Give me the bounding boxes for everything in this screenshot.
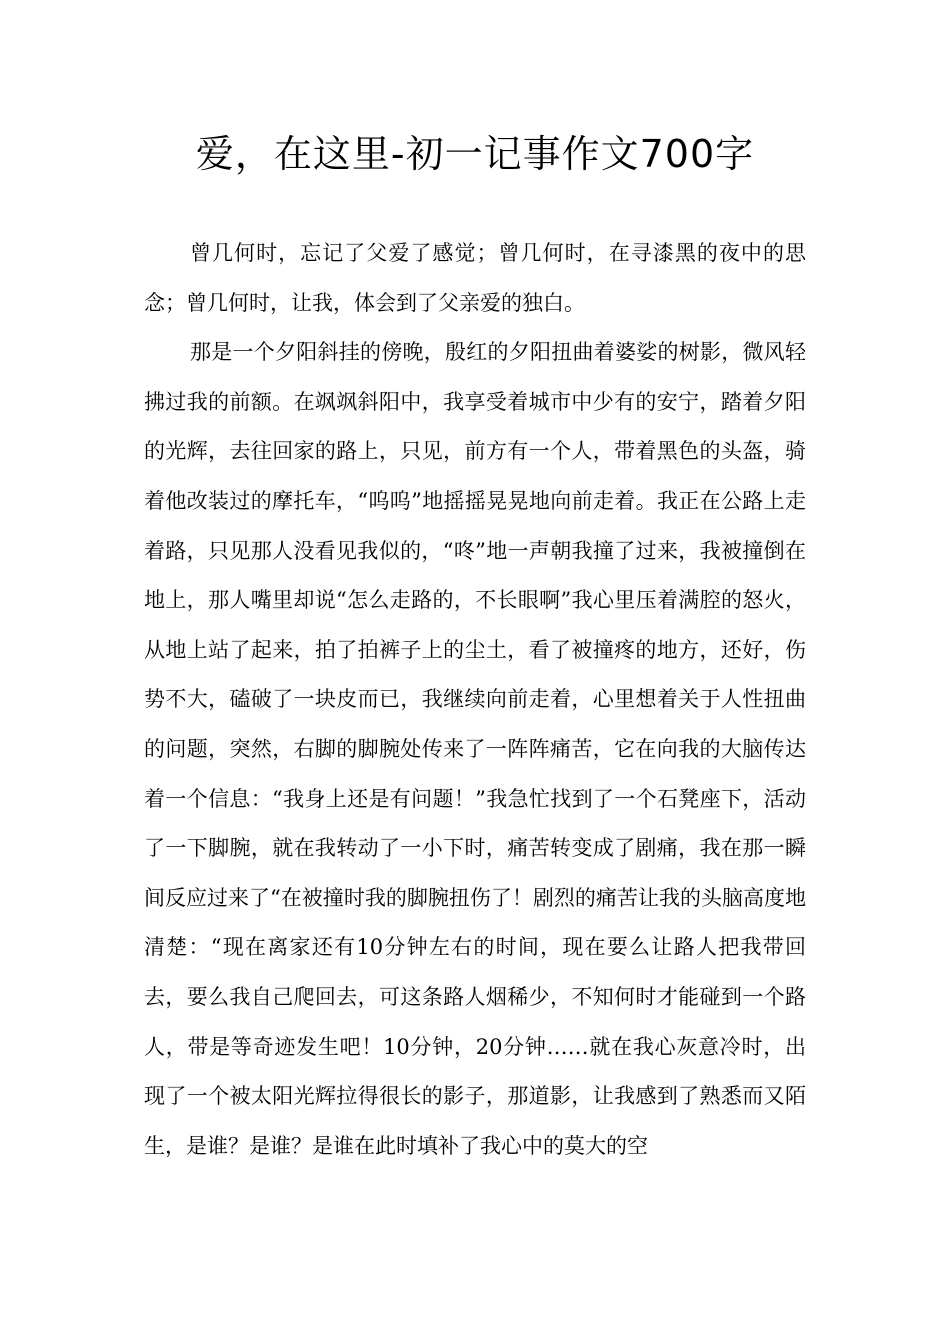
article-body <box>144 229 806 1171</box>
page-title: 爱，在这里-初一记事作文700字 <box>195 132 755 176</box>
paragraph-2: 那是一个夕阳斜挂的傍晚，殷红的夕阳扭曲着婆娑的树影，微风轻拂过我的前额。在飒飒斜阳中，我享受着城市中少有的安宁，踏着夕阳的光辉，去往回家的路上，只见，前方有一个人，带着黑色的头盔，骑着他改装过的摩托车，“呜呜”地摇摇晃晃地向前走着。我正在公路上走着路，只见那人没看见我似的，“咚”地一声朝我撞了过来，我被撞倒在地上，那人嘴里却说“怎么走路的，不长眼啊”我心里压着满腔的怒火，从地上站了起来，拍了拍裤子上的尘土，看了被撞疼的地方，还好，伤势不大，磕破了一块皮而已，我继续向前走着，心里想着关于人性扭曲的问题，突然，右脚的脚腕处传来了一阵阵痛苦，它在向我的大脑传达着一个信息：“我身上还是有问题！”我急忙找到了一个石凳座下，活动了一下脚腕，就在我转动了一小下时，痛苦转变成了剧痛，我在那一瞬间反应过来了“在被撞时我的脚腕扭伤了！剧烈的痛苦让我的头脑高度地清楚：“现在离家还有10分钟左右的时间，现在要么让路人把我带回去，要么我自己爬回去，可这条路人烟稀少，不知何时才能碰到一个路人，带是等奇迹发生吧！10分钟，20分钟……就在我心灰意冷时，出现了一个被太阳光辉拉得很长的影子，那道影，让我感到了熟悉而又陌生，是谁？是谁？是谁在此时填补了我心中的莫大的空 <box>144 340 806 1158</box>
paragraph-1: 曾几何时，忘记了父爱了感觉；曾几何时，在寻漆黑的夜中的思念；曾几何时，让我，体会到了父亲爱的独白。 <box>144 241 806 315</box>
